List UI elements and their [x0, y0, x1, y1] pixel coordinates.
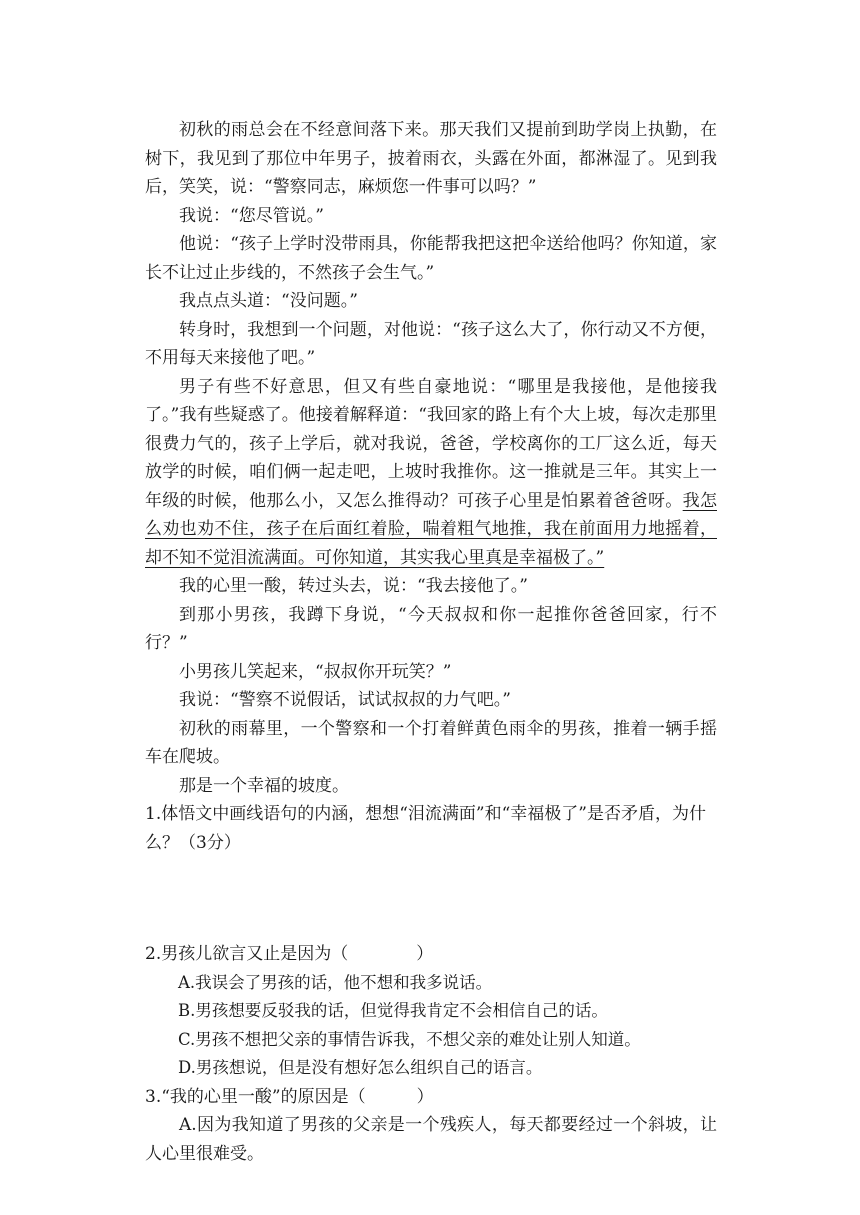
underlined-sentence: 我怎么劝也劝不住，孩子在后面红着脸，喘着粗气地推，我在前面用力地摇着，却不知不觉泪流满面。可你知道，其实我心里真是幸福极了。” [145, 490, 717, 568]
question-2: 2.男孩儿欲言又止是因为（ ） [145, 944, 434, 964]
paragraph-6-text: 男子有些不好意思，但又有些自豪地说：“哪里是我接他，是他接我了。”我有些疑惑了。他接着解释道：“我回家的路上有个大上坡，每次走那里很费力气的，孩子上学后，就对我说，爸爸，学校离你的工厂这么近，每天放学的时候，咱们俩一起走吧，上坡时我推你。这一推就是三年。其实上一年级的时候，他那么小，又怎么推得动？可孩子心里是怕累着爸爸呀。 [145, 376, 717, 511]
question-2-option-c: C.男孩不想把父亲的事情告诉我，不想父亲的难处让别人知道。 [178, 1029, 641, 1049]
passage-paragraph-9: 小男孩儿笑起来，“叔叔你开玩笑？” [179, 661, 452, 682]
question-2-option-b: B.男孩想要反驳我的话，但觉得我肯定不会相信自己的话。 [178, 1001, 608, 1020]
question-1: 1.体悟文中画线语句的内涵，想想“泪流满面”和“幸福极了”是否矛盾，为什么？（3分） [145, 804, 706, 853]
answer-space [145, 857, 717, 940]
passage-paragraph-8: 到那小男孩，我蹲下身说，“今天叔叔和你一起推你爸爸回家，行不行？” [145, 604, 717, 653]
passage-paragraph-6 [145, 373, 717, 573]
passage-paragraph-1: 初秋的雨总会在不经意间落下来。那天我们又提前到助学岗上执勤，在树下，我见到了那位中年男子，披着雨衣，头露在外面，都淋湿了。见到我后，笑笑，说：“警察同志，麻烦您一件事可以吗？” [145, 120, 717, 197]
question-2-option-d: D.男孩想说，但是没有想好怎么组织自己的语言。 [178, 1058, 543, 1077]
passage-paragraph-11: 初秋的雨幕里，一个警察和一个打着鲜黄色雨伞的男孩，推着一辆手摇车在爬坡。 [145, 718, 717, 767]
passage-paragraph-7: 我的心里一酸，转过头去，说：“我去接他了。” [179, 576, 528, 596]
passage-paragraph-10: 我说：“警察不说假话，试试叔叔的力气吧。” [179, 690, 511, 710]
passage-paragraph-3: 他说：“孩子上学时没带雨具，你能帮我把这把伞送给他吗？你知道，家长不让过止步线的，不然孩子会生气。” [145, 234, 717, 283]
document-page [145, 116, 717, 1168]
question-3-option-a: A.因为我知道了男孩的父亲是一个残疾人，每天都要经过一个斜坡，让人心里很难受。 [145, 1115, 717, 1164]
passage-paragraph-5: 转身时，我想到一个问题，对他说：“孩子这么大了，你行动又不方便，不用每天来接他了吧。” [145, 319, 717, 368]
passage-paragraph-4: 我点点头道：“没问题。” [179, 291, 358, 311]
passage-paragraph-12: 那是一个幸福的坡度。 [179, 775, 349, 796]
passage-paragraph-2: 我说：“您尽管说。” [179, 205, 324, 226]
question-2-option-a: A.我误会了男孩的话，他不想和我多说话。 [178, 972, 493, 992]
question-3: 3.“我的心里一酸”的原因是（ ） [145, 1086, 434, 1107]
